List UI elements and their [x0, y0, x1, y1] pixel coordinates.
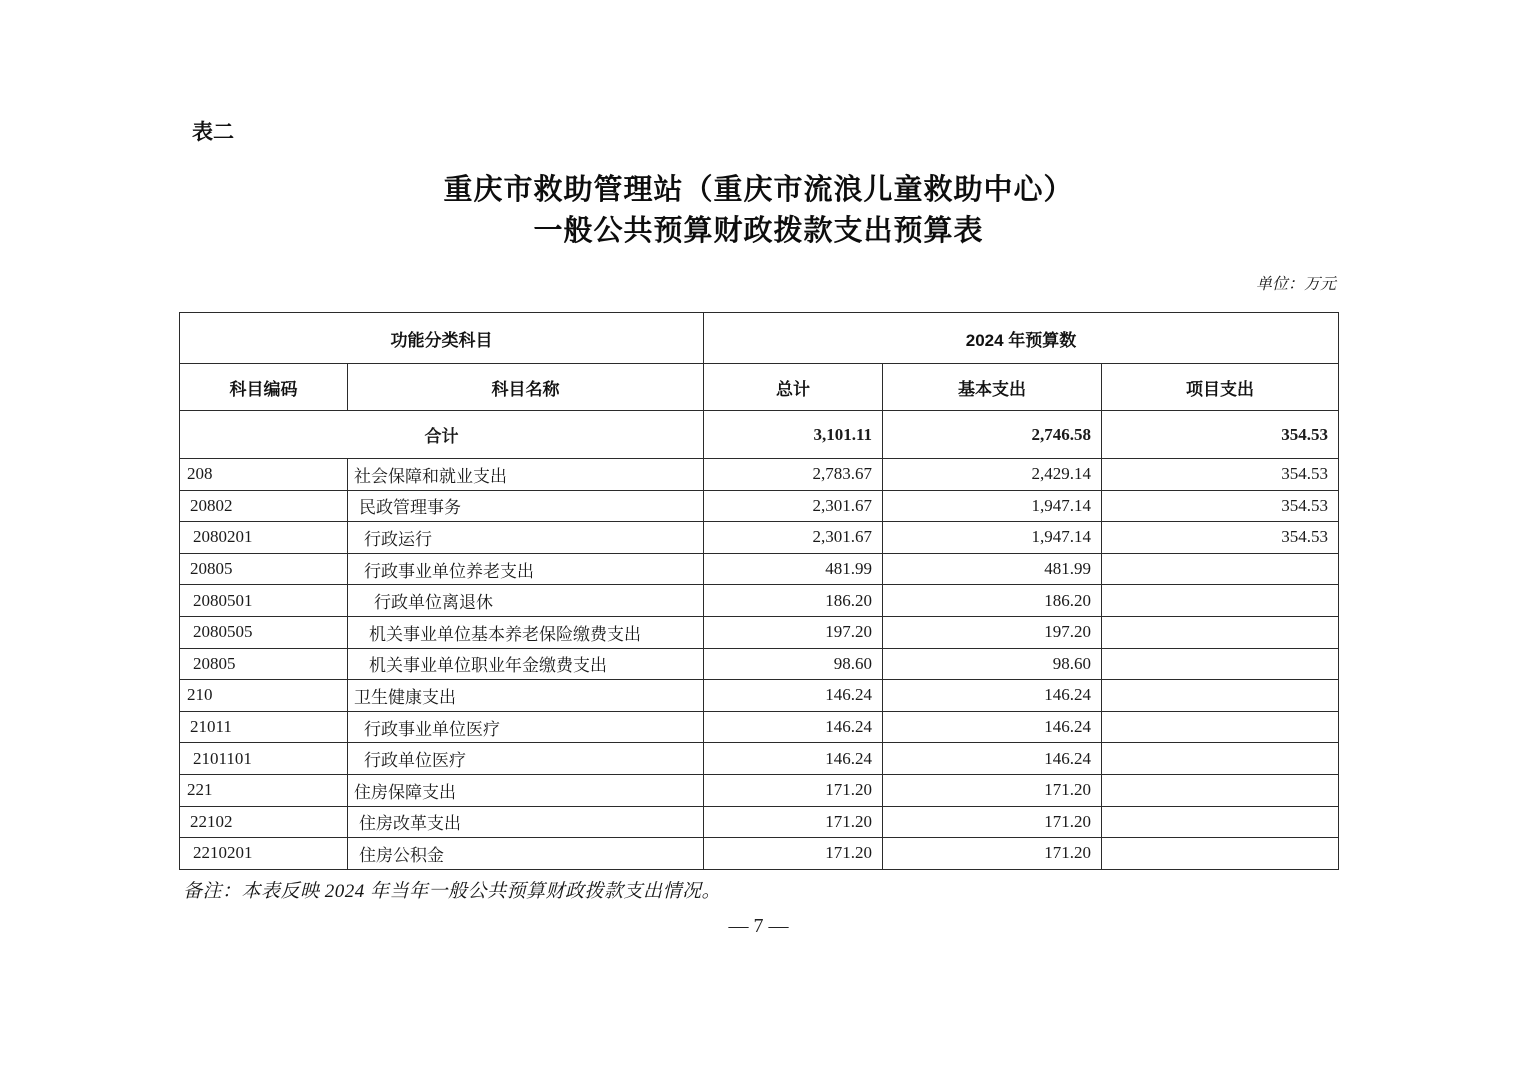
subject-code-cell: 208	[180, 459, 348, 491]
basic-expenditure-cell: 197.20	[883, 616, 1102, 648]
header-2024-budget: 2024 年预算数	[704, 313, 1339, 364]
total-value-cell: 2,301.67	[704, 522, 883, 554]
header-functional-classification: 功能分类科目	[180, 313, 704, 364]
header-subject-code: 科目编码	[180, 364, 348, 411]
total-row	[180, 411, 1339, 459]
title-line-1: 重庆市救助管理站（重庆市流浪儿童救助中心）	[443, 174, 1074, 206]
total-row-project: 354.53	[1102, 411, 1339, 459]
project-expenditure-cell: 354.53	[1102, 490, 1339, 522]
project-expenditure-cell	[1102, 680, 1339, 712]
header-total: 总计	[704, 364, 883, 411]
table-row	[180, 553, 1339, 585]
basic-expenditure-cell: 1,947.14	[883, 522, 1102, 554]
total-row-basic: 2,746.58	[883, 411, 1102, 459]
table-row	[180, 459, 1339, 491]
basic-expenditure-cell: 146.24	[883, 711, 1102, 743]
table-row	[180, 838, 1339, 870]
subject-code-cell: 22102	[180, 806, 348, 838]
project-expenditure-cell	[1102, 553, 1339, 585]
subject-name-cell: 住房改革支出	[348, 806, 704, 838]
total-value-cell: 146.24	[704, 680, 883, 712]
total-value-cell: 2,301.67	[704, 490, 883, 522]
total-value-cell: 98.60	[704, 648, 883, 680]
header-basic-expenditure: 基本支出	[883, 364, 1102, 411]
total-value-cell: 171.20	[704, 806, 883, 838]
project-expenditure-cell	[1102, 743, 1339, 775]
subject-code-cell: 221	[180, 774, 348, 806]
subject-name-cell: 民政管理事务	[348, 490, 704, 522]
subject-code-cell: 20802	[180, 490, 348, 522]
project-expenditure-cell	[1102, 616, 1339, 648]
table-row	[180, 743, 1339, 775]
subject-code-cell: 210	[180, 680, 348, 712]
project-expenditure-cell	[1102, 648, 1339, 680]
table-row	[180, 680, 1339, 712]
total-row-label: 合计	[180, 411, 704, 459]
basic-expenditure-cell: 2,429.14	[883, 459, 1102, 491]
subject-code-cell: 21011	[180, 711, 348, 743]
note: 备注：本表反映 2024 年当年一般公共预算财政拨款支出情况。	[183, 881, 722, 902]
table-row	[180, 585, 1339, 617]
basic-expenditure-cell: 171.20	[883, 806, 1102, 838]
subject-name-cell: 行政事业单位医疗	[348, 711, 704, 743]
basic-expenditure-cell: 171.20	[883, 838, 1102, 870]
subject-code-cell: 20805	[180, 553, 348, 585]
page-title	[179, 170, 1338, 252]
basic-expenditure-cell: 146.24	[883, 743, 1102, 775]
subject-code-cell: 2101101	[180, 743, 348, 775]
subject-code-cell: 20805	[180, 648, 348, 680]
subject-name-cell: 行政单位离退休	[348, 585, 704, 617]
total-value-cell: 171.20	[704, 774, 883, 806]
total-value-cell: 481.99	[704, 553, 883, 585]
title-line-2: 一般公共预算财政拨款支出预算表	[533, 215, 984, 247]
project-expenditure-cell	[1102, 838, 1339, 870]
project-expenditure-cell: 354.53	[1102, 459, 1339, 491]
project-expenditure-cell	[1102, 774, 1339, 806]
basic-expenditure-cell: 98.60	[883, 648, 1102, 680]
subject-code-cell: 2080501	[180, 585, 348, 617]
basic-expenditure-cell: 171.20	[883, 774, 1102, 806]
header-subject-name: 科目名称	[348, 364, 704, 411]
total-value-cell: 197.20	[704, 616, 883, 648]
table-row	[180, 490, 1339, 522]
subject-name-cell: 行政事业单位养老支出	[348, 553, 704, 585]
subject-code-cell: 2080201	[180, 522, 348, 554]
project-expenditure-cell	[1102, 585, 1339, 617]
table-row	[180, 711, 1339, 743]
subject-name-cell: 卫生健康支出	[348, 680, 704, 712]
project-expenditure-cell	[1102, 806, 1339, 838]
subject-name-cell: 住房公积金	[348, 838, 704, 870]
budget-table	[179, 312, 1339, 870]
subject-name-cell: 机关事业单位职业年金缴费支出	[348, 648, 704, 680]
subject-name-cell: 行政单位医疗	[348, 743, 704, 775]
unit-label: 单位：万元	[1255, 276, 1336, 293]
table-row	[180, 774, 1339, 806]
project-expenditure-cell: 354.53	[1102, 522, 1339, 554]
page-number: — 7 —	[728, 915, 789, 937]
basic-expenditure-cell: 186.20	[883, 585, 1102, 617]
total-value-cell: 186.20	[704, 585, 883, 617]
subject-name-cell: 社会保障和就业支出	[348, 459, 704, 491]
table-row	[180, 648, 1339, 680]
table-label: 表二	[192, 121, 234, 144]
table-row	[180, 616, 1339, 648]
project-expenditure-cell	[1102, 711, 1339, 743]
basic-expenditure-cell: 146.24	[883, 680, 1102, 712]
subject-code-cell: 2210201	[180, 838, 348, 870]
table-row	[180, 522, 1339, 554]
header-project-expenditure: 项目支出	[1102, 364, 1339, 411]
total-row-total: 3,101.11	[704, 411, 883, 459]
subject-code-cell: 2080505	[180, 616, 348, 648]
total-value-cell: 2,783.67	[704, 459, 883, 491]
subject-name-cell: 机关事业单位基本养老保险缴费支出	[348, 616, 704, 648]
total-value-cell: 146.24	[704, 743, 883, 775]
total-value-cell: 146.24	[704, 711, 883, 743]
basic-expenditure-cell: 1,947.14	[883, 490, 1102, 522]
header-group-row	[180, 313, 1339, 364]
header-columns-row	[180, 364, 1339, 411]
subject-name-cell: 住房保障支出	[348, 774, 704, 806]
basic-expenditure-cell: 481.99	[883, 553, 1102, 585]
table-row	[180, 806, 1339, 838]
subject-name-cell: 行政运行	[348, 522, 704, 554]
total-value-cell: 171.20	[704, 838, 883, 870]
